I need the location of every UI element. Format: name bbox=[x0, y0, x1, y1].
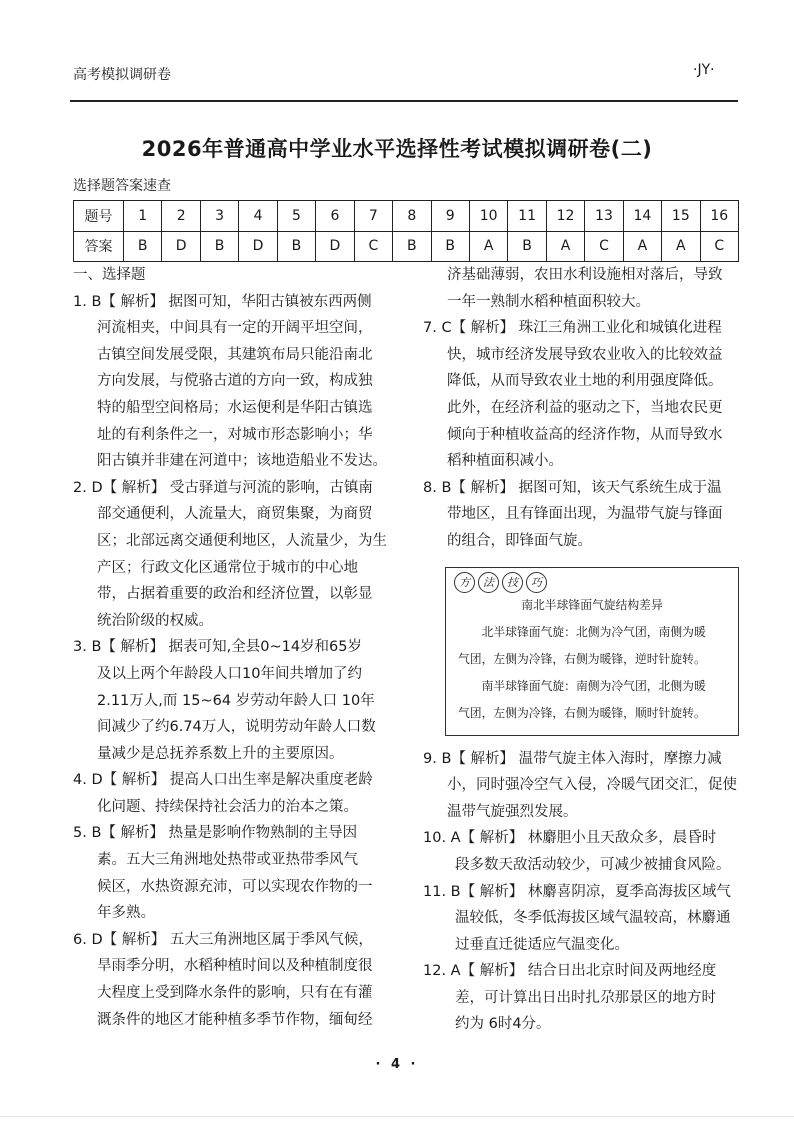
answer-item-3 bbox=[73, 634, 388, 767]
question-number: 15 bbox=[662, 201, 700, 232]
right-column bbox=[423, 262, 743, 1038]
item-line: 部交通便利，人流量大，商贸集聚，为商贸 bbox=[97, 506, 373, 523]
header-code: ·JY· bbox=[693, 62, 715, 78]
tip-paragraph-north: 北半球锋面气旋：北侧为冷气团，南侧为暖 bbox=[481, 624, 706, 639]
item-line: 年多熟。 bbox=[97, 905, 155, 922]
question-number: 3 bbox=[200, 201, 238, 232]
badge-char: 方 bbox=[454, 572, 475, 593]
item-answer: B【 解析】 bbox=[91, 825, 165, 842]
item-number: 4. bbox=[73, 772, 87, 789]
item-answer: C【 解析】 bbox=[441, 320, 515, 337]
item-answer: B【 解析】 bbox=[450, 883, 524, 900]
item-number: 9. bbox=[423, 750, 437, 767]
answer-cell: C bbox=[585, 231, 623, 262]
page-number: · 4 · bbox=[375, 1057, 419, 1072]
item-line: 溉条件的地区才能种植多季节作物，缅甸经 bbox=[97, 1011, 373, 1028]
item-line: 产区；行政文化区通常位于城市的中心地 bbox=[97, 559, 358, 576]
question-number: 2 bbox=[162, 201, 200, 232]
answer-table-number-row bbox=[74, 201, 739, 232]
item-answer: D【 解析】 bbox=[91, 479, 166, 496]
answer-item-11 bbox=[423, 879, 743, 959]
answer-cell: B bbox=[124, 231, 162, 262]
item-line: 差，可计算出日出时扎尕那景区的地方时 bbox=[455, 989, 716, 1006]
question-number: 9 bbox=[431, 201, 469, 232]
question-number: 10 bbox=[469, 201, 507, 232]
page-title: 2026年普通高中学业水平选择性考试模拟调研卷(二) bbox=[141, 137, 653, 161]
item-number: 6. bbox=[73, 931, 87, 948]
item-line: 带地区，且有锋面出现，为温带气旋与锋面 bbox=[447, 506, 723, 523]
item-line: 一年一熟制水稻种植面积较大。 bbox=[447, 293, 650, 310]
question-number: 8 bbox=[393, 201, 431, 232]
answer-item-10 bbox=[423, 825, 743, 878]
question-number: 11 bbox=[508, 201, 546, 232]
answer-item-8 bbox=[423, 475, 743, 555]
question-number: 14 bbox=[623, 201, 661, 232]
answer-cell: B bbox=[393, 231, 431, 262]
header-title: 高考模拟调研卷 bbox=[73, 67, 171, 83]
answer-table-row-label: 题号 bbox=[74, 201, 124, 232]
item-line: 温带气旋强烈发展。 bbox=[447, 803, 578, 820]
item-number: 7. bbox=[423, 320, 437, 337]
badge-char: 巧 bbox=[526, 572, 547, 593]
answer-cell: D bbox=[316, 231, 354, 262]
method-tip-box bbox=[445, 567, 739, 736]
answer-cell: A bbox=[546, 231, 584, 262]
item-number: 11. bbox=[423, 883, 447, 900]
item-number: 5. bbox=[73, 825, 87, 842]
item-number: 1. bbox=[73, 293, 87, 310]
question-number: 4 bbox=[239, 201, 277, 232]
item-line: 大程度上受到降水条件的影响，只有在有灌 bbox=[97, 985, 373, 1002]
question-number: 5 bbox=[277, 201, 315, 232]
answer-cell: B bbox=[277, 231, 315, 262]
answer-cell: C bbox=[700, 231, 738, 262]
item-line: 小，同时强冷空气入侵，冷暖气团交汇，促使 bbox=[447, 777, 737, 794]
item-text: 热量是影响作物熟制的主导因 bbox=[168, 825, 358, 842]
question-number: 13 bbox=[585, 201, 623, 232]
answer-item-6 bbox=[73, 927, 388, 1033]
item-line: 约为 6时4分。 bbox=[455, 1016, 551, 1033]
answer-item-4 bbox=[73, 767, 388, 820]
item-number: 12. bbox=[423, 963, 447, 980]
tip-title: 南北半球锋面气旋结构差异 bbox=[521, 597, 663, 612]
answer-item-12 bbox=[423, 958, 743, 1038]
item-number: 3. bbox=[73, 639, 87, 656]
badge-char: 法 bbox=[478, 572, 499, 593]
item-answer: A【 解析】 bbox=[450, 830, 524, 847]
tip-paragraph-south-cont: 气团，左侧为冷锋，右侧为暖锋，顺时针旋转。 bbox=[458, 705, 706, 720]
answer-table-answer-row bbox=[74, 231, 739, 262]
answer-item-5 bbox=[73, 820, 388, 926]
item-line: 济基础薄弱，农田水利设施相对落后，导致 bbox=[447, 267, 723, 283]
item-text: 温带气旋主体入海时，摩擦力减 bbox=[518, 750, 722, 767]
item-line: 倾向于种植收益高的经济作物，从而导致水 bbox=[447, 426, 723, 443]
item-line: 降低，从而导致农业土地的利用强度降低。 bbox=[447, 373, 723, 390]
item-text: 珠江三角洲工业化和城镇化进程 bbox=[518, 320, 722, 337]
item-answer: B【 解析】 bbox=[91, 293, 165, 310]
item-text: 据图可知，华阳古镇被东西两侧 bbox=[168, 293, 372, 310]
item-line: 快，城市经济发展导致农业收入的比较效益 bbox=[447, 346, 723, 363]
item-line: 特的船型空间格局；水运便利是华阳古镇选 bbox=[97, 399, 373, 416]
answer-table bbox=[73, 200, 739, 262]
item-answer: D【 解析】 bbox=[91, 772, 166, 789]
item-text: 据表可知,全县0~14岁和65岁 bbox=[168, 639, 363, 656]
item-text: 受古驿道与河流的影响，古镇南 bbox=[169, 479, 373, 496]
answer-cell: B bbox=[508, 231, 546, 262]
answer-cell: C bbox=[354, 231, 392, 262]
left-column bbox=[73, 262, 388, 1033]
item-answer: A【 解析】 bbox=[450, 963, 524, 980]
item-line: 过垂直迁徙适应气温变化。 bbox=[455, 936, 629, 953]
footer-divider bbox=[0, 1116, 794, 1117]
answer-cell: B bbox=[431, 231, 469, 262]
item-answer: D【 解析】 bbox=[91, 931, 166, 948]
item-answer: B【 解析】 bbox=[441, 479, 515, 496]
badge-char: 技 bbox=[502, 572, 523, 593]
answer-cell: D bbox=[162, 231, 200, 262]
item-number: 2. bbox=[73, 479, 87, 496]
question-number: 1 bbox=[124, 201, 162, 232]
item-line: 旱雨季分明，水稻种植时间以及种植制度很 bbox=[97, 958, 373, 975]
method-tip-badge bbox=[454, 572, 547, 593]
question-number: 6 bbox=[316, 201, 354, 232]
answer-item-2 bbox=[73, 475, 388, 635]
answer-cell: A bbox=[623, 231, 661, 262]
answer-cell: D bbox=[239, 231, 277, 262]
item-line: 古镇空间发展受限，其建筑布局只能沿南北 bbox=[97, 346, 373, 363]
item-line: 候区，水热资源充沛，可以实现农作物的一 bbox=[97, 878, 373, 895]
item-line: 2.11万人,而 15~64 岁劳动年龄人口 10年 bbox=[97, 692, 375, 709]
item-text: 结合日出北京时间及两地经度 bbox=[527, 963, 717, 980]
answer-cell: A bbox=[469, 231, 507, 262]
item-line: 的组合，即锋面气旋。 bbox=[447, 532, 592, 549]
question-number: 16 bbox=[700, 201, 738, 232]
answer-table-row-label: 答案 bbox=[74, 231, 124, 262]
section-title: 一、选择题 bbox=[73, 267, 146, 283]
item-answer: B【 解析】 bbox=[91, 639, 165, 656]
item-text: 提高人口出生率是解决重度老龄 bbox=[169, 772, 373, 789]
item-line: 方向发展，与傥骆古道的方向一致，构成独 bbox=[97, 373, 373, 390]
answer-cell: B bbox=[200, 231, 238, 262]
item-line: 及以上两个年龄段人口10年间共增加了约 bbox=[97, 665, 362, 682]
item-line: 址的有利条件之一，对城市形态影响小；华 bbox=[97, 426, 373, 443]
tip-paragraph-south: 南半球锋面气旋：南侧为冷气团，北侧为暖 bbox=[481, 678, 706, 693]
item-text: 据图可知，该天气系统生成于温 bbox=[518, 479, 722, 496]
item-line: 此外，在经济利益的驱动之下，当地农民更 bbox=[447, 399, 723, 416]
item-line: 河流相夹，中间具有一定的开阔平坦空间， bbox=[97, 320, 373, 337]
question-number: 12 bbox=[546, 201, 584, 232]
answer-quick-check-heading: 选择题答案速查 bbox=[73, 178, 171, 194]
question-number: 7 bbox=[354, 201, 392, 232]
item-line: 量减少是总抚养系数上升的主要原因。 bbox=[97, 745, 344, 762]
item-line: 温较低，冬季低海拔区域气温较高，林麝通 bbox=[455, 910, 731, 927]
item-line: 素。五大三角洲地处热带或亚热带季风气 bbox=[97, 852, 358, 869]
item-number: 10. bbox=[423, 830, 447, 847]
item-number: 8. bbox=[423, 479, 437, 496]
item-text: 林麝喜阴凉，夏季高海拔区域气 bbox=[527, 883, 731, 900]
item-line: 统治阶级的权威。 bbox=[97, 612, 213, 629]
answer-item-1 bbox=[73, 289, 388, 475]
header-divider bbox=[70, 100, 738, 102]
answer-item-6-continued bbox=[423, 262, 743, 315]
item-line: 区；北部远离交通便利地区，人流量少，为生 bbox=[97, 532, 387, 549]
item-line: 阳古镇并非建在河道中；该地造船业不发达。 bbox=[97, 453, 387, 470]
answer-cell: A bbox=[662, 231, 700, 262]
item-line: 段多数天敌活动较少，可减少被捕食风险。 bbox=[455, 856, 731, 873]
item-line: 化问题、持续保持社会活力的治本之策。 bbox=[97, 798, 358, 815]
answer-item-9 bbox=[423, 746, 743, 826]
item-line: 带，占据着重要的政治和经济位置，以彰显 bbox=[97, 586, 373, 603]
item-answer: B【 解析】 bbox=[441, 750, 515, 767]
item-text: 林麝胆小且天敌众多，晨昏时 bbox=[527, 830, 717, 847]
answer-item-7 bbox=[423, 315, 743, 475]
item-text: 五大三角洲地区属于季风气候， bbox=[169, 931, 373, 948]
tip-paragraph-north-cont: 气团，左侧为冷锋，右侧为暖锋，逆时针旋转。 bbox=[458, 651, 706, 666]
item-line: 稻种植面积减小。 bbox=[447, 453, 563, 470]
item-line: 间减少了约6.74万人，说明劳动年龄人口数 bbox=[97, 719, 376, 736]
